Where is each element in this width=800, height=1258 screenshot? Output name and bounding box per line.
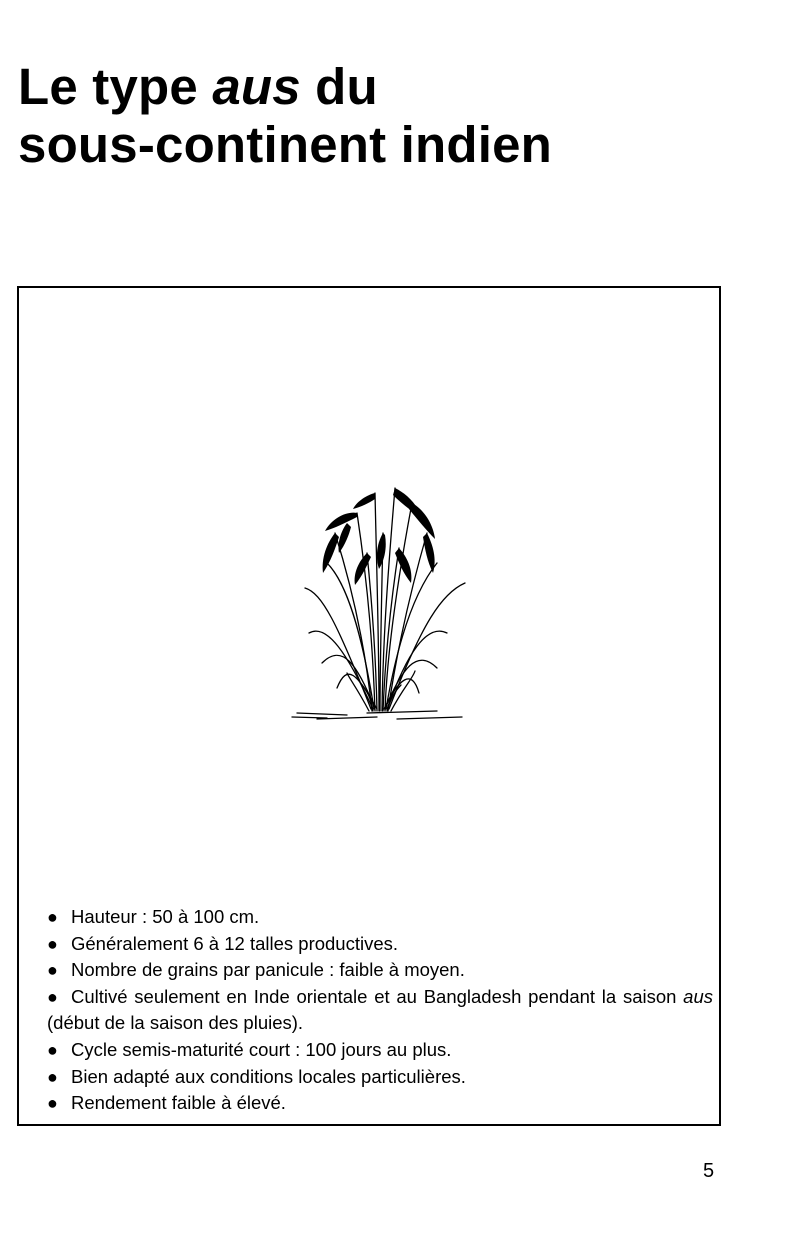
list-item-text: Cultivé seulement en Inde orientale et au Bangladesh pendant la saison xyxy=(71,985,684,1007)
list-item-text: Rendement faible à élevé. xyxy=(71,1092,286,1114)
bullet-icon: ● xyxy=(47,1039,58,1060)
bullet-icon: ● xyxy=(47,907,58,927)
content-box xyxy=(17,286,721,1126)
list-item-emphasis-aus: aus xyxy=(683,985,713,1007)
title-text-3: sous-continent indien xyxy=(18,116,553,173)
characteristics-list xyxy=(47,904,713,1117)
list-item xyxy=(47,984,713,1037)
list-item-text: Hauteur : 50 à 100 cm. xyxy=(71,906,260,927)
list-item xyxy=(47,904,713,931)
page-title xyxy=(18,58,552,174)
title-emphasis-aus: aus xyxy=(212,58,301,115)
list-item-text: Nombre de grains par panicule : faible à moyen. xyxy=(71,959,465,981)
list-item xyxy=(47,931,713,958)
bullet-icon: ● xyxy=(47,1066,58,1087)
list-item-text: Cycle semis-maturité court : 100 jours au plus. xyxy=(71,1038,452,1060)
bullet-icon: ● xyxy=(47,933,58,954)
list-item xyxy=(47,1090,713,1117)
title-text-2: du xyxy=(300,58,378,115)
list-item-text: Bien adapté aux conditions locales particulières. xyxy=(71,1065,466,1087)
bullet-icon: ● xyxy=(47,1093,58,1114)
page-number: 5 xyxy=(703,1160,715,1182)
bullet-icon: ● xyxy=(47,986,58,1007)
list-item-text: (début de la saison des pluies). xyxy=(47,1012,304,1034)
list-item xyxy=(47,1064,713,1091)
list-item-text: Généralement 6 à 12 talles productives. xyxy=(71,932,399,954)
list-item xyxy=(47,1037,713,1064)
list-item xyxy=(47,957,713,984)
rice-plant-icon xyxy=(287,473,477,723)
bullet-icon: ● xyxy=(47,960,58,981)
title-text-1: Le type xyxy=(18,58,213,115)
